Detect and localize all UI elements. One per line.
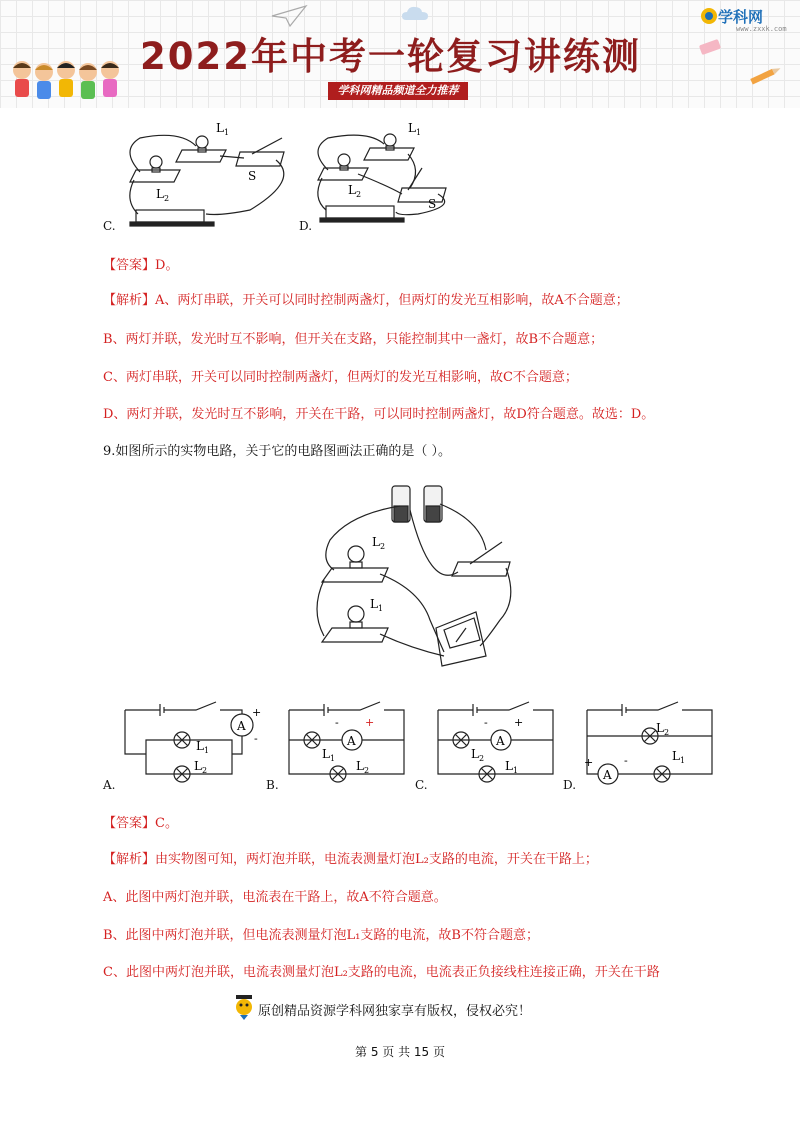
q9-analysis-b: B、此图中两灯泡并联，但电流表测量灯泡L₁支路的电流，故B不符合题意； (103, 928, 539, 943)
q8-answer-value: D。 (155, 258, 179, 273)
q8-d-label-l1-sub: 1 (416, 128, 422, 137)
q9-c-minus: - (484, 716, 488, 729)
q9-answer-tag: 【答案】 (103, 816, 156, 831)
q8-c-label-s: S (248, 169, 257, 183)
q9-a-ammeter: A (237, 719, 246, 733)
q8-analysis-tag: 【解析】 (103, 293, 156, 308)
header-banner: 学科网精品频道全力推荐 (328, 82, 468, 100)
q9-analysis (103, 851, 598, 869)
q9-option-d-label: D. (563, 778, 577, 792)
q8-answer (103, 257, 178, 275)
q9-c-plus: + (514, 716, 524, 729)
q8-d-label-l1: L (408, 121, 416, 135)
mascot-icon (232, 993, 256, 1021)
q9-b-l1: L (322, 747, 330, 761)
q9-b-l2: L (356, 759, 364, 773)
logo-icon (700, 6, 718, 26)
q9-option-b-label: B. (266, 778, 279, 792)
q9-d-minus: - (624, 754, 628, 767)
site-logo-url: www.zxxk.com (736, 25, 787, 33)
q9-a-l2: L (194, 759, 202, 773)
q9-b-ammeter: A (347, 734, 356, 748)
q8-analysis-a: A、两灯串联，开关可以同时控制两盏灯，但两灯的发光互相影响，故A不合题意； (155, 293, 629, 308)
q9-analysis-c: C、此图中两灯泡并联，电流表测量灯泡L₂支路的电流，电流表正负接线柱连接正确，开关在干路 (103, 965, 660, 980)
cloud-icon (400, 4, 430, 24)
pencil-icon (746, 60, 786, 90)
q9-analysis-a: A、此图中两灯泡并联，电流表在干路上，故A不符合题意。 (103, 890, 447, 905)
q9-b-l1-sub: 1 (330, 754, 336, 763)
q9-fig-label-l2-sub: 2 (380, 542, 386, 551)
page-number: 第 5 页 共 15 页 (355, 1045, 445, 1059)
q9-c-l2-sub: 2 (479, 754, 485, 763)
q9-option-c-label: C. (415, 778, 428, 792)
q9-d-plus: + (584, 756, 594, 769)
q8-figure-c (100, 110, 437, 235)
q9-d-ammeter: A (603, 768, 612, 782)
eraser-icon (696, 36, 726, 56)
q8-d-label-s: S (428, 197, 437, 211)
q8-analysis-c: C、两灯串联，开关可以同时控制两盏灯，但两灯的发光互相影响，故C不合题意； (103, 370, 578, 385)
q8-c-label-l2: L (156, 187, 164, 201)
q9-fig-label-l1: L (370, 597, 378, 611)
q9-a-minus: - (254, 732, 258, 745)
q9-a-l2-sub: 2 (202, 766, 208, 775)
q8-option-c-label: C. (103, 219, 116, 233)
q8-answer-tag: 【答案】 (103, 258, 156, 273)
q9-circuit-figure (310, 480, 525, 670)
q9-d-l1-sub: 1 (680, 756, 686, 765)
q8-d-label-l2-sub: 2 (356, 190, 362, 199)
q8-analysis-d: D、两灯并联，发光时互不影响，开关在干路，可以同时控制两盏灯，故D符合题意。故选：D。 (103, 407, 655, 422)
q8-d-label-l2: L (348, 183, 356, 197)
q9-b-minus: - (335, 716, 339, 729)
q9-option-a-label: A. (103, 778, 116, 792)
q9-b-plus: + (365, 716, 375, 729)
q8-c-label-l1: L (216, 121, 224, 135)
copyright-note: 原创精品资源学科网独家享有版权，侵权必究！ (258, 1004, 532, 1019)
q8-analysis (103, 292, 629, 310)
q9-a-l1-sub: 1 (204, 746, 210, 755)
q9-answer-value: C。 (155, 816, 178, 831)
q9-d-l2: L (656, 721, 664, 735)
page-header (0, 0, 800, 108)
q8-option-d-label: D. (299, 219, 313, 233)
q9-b-l2-sub: 2 (364, 766, 370, 775)
q9-c-l1-sub: 1 (513, 766, 519, 775)
q9-stem: 9.如图所示的实物电路，关于它的电路图画法正确的是（ ）。 (103, 444, 452, 459)
q9-diagram-a (125, 702, 253, 782)
q9-c-l1: L (505, 759, 513, 773)
q8-analysis-b: B、两灯并联，发光时互不影响，但开关在支路，只能控制其中一盏灯，故B不合题意； (103, 332, 604, 347)
q9-answer (103, 815, 178, 833)
q9-fig-label-l2: L (372, 535, 380, 549)
q9-fig-label-l1-sub: 1 (378, 604, 384, 613)
q9-d-l2-sub: 2 (664, 728, 670, 737)
q9-c-ammeter: A (496, 734, 505, 748)
q9-analysis-intro: 由实物图可知，两灯泡并联，电流表测量灯泡L₂支路的电流，开关在干路上； (155, 852, 598, 867)
header-title: 2022年中考一轮复习讲练测 (140, 35, 641, 78)
site-logo: 学科网 (718, 8, 764, 26)
q9-option-diagrams (100, 698, 740, 780)
q8-c-label-l1-sub: 1 (224, 128, 230, 137)
q9-a-plus: + (252, 706, 262, 719)
q8-c-label-l2-sub: 2 (164, 194, 170, 203)
children-illustration (6, 58, 134, 104)
q9-analysis-tag: 【解析】 (103, 852, 156, 867)
q9-c-l2: L (471, 747, 479, 761)
q9-d-l1: L (672, 749, 680, 763)
q9-a-l1: L (196, 739, 204, 753)
